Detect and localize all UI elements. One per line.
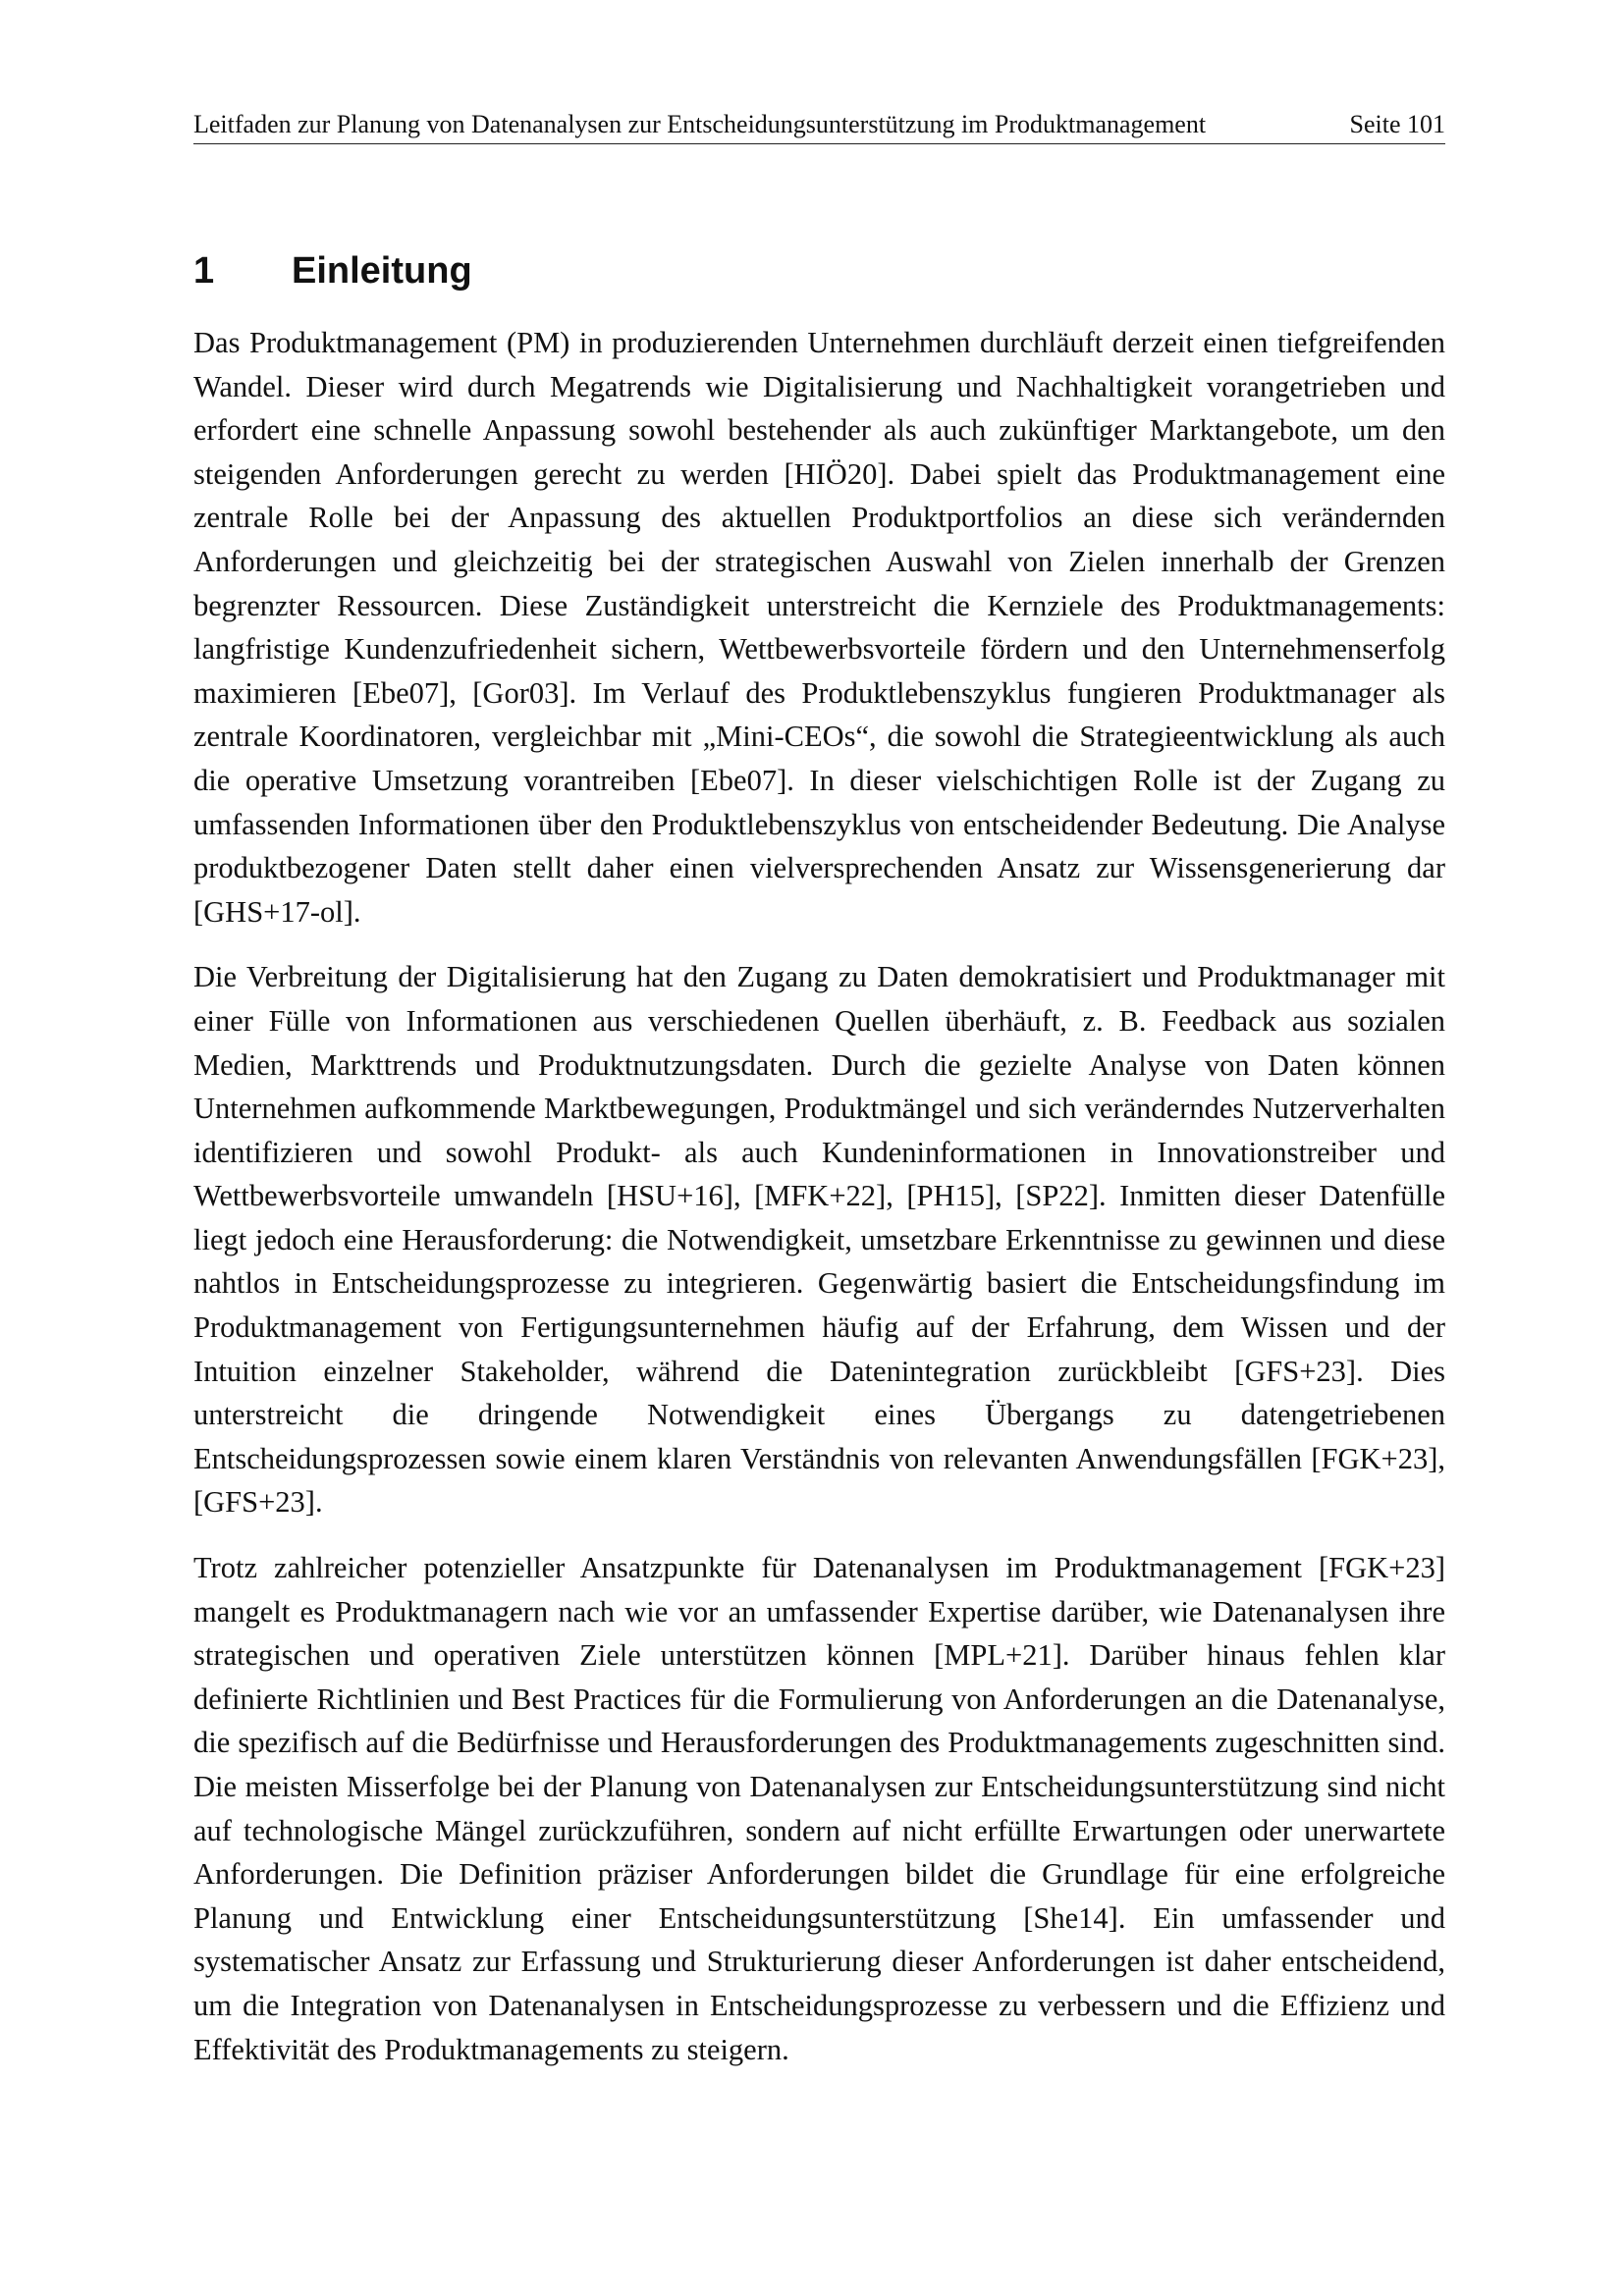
- section-title: Einleitung: [292, 250, 472, 292]
- running-title: Leitfaden zur Planung von Datenanalysen zur Entscheidungsunterstützung im Produktmanagement: [193, 110, 1207, 138]
- body-text: [193, 321, 1445, 2093]
- page-number: Seite 101: [1349, 110, 1445, 138]
- paragraph-2: Die Verbreitung der Digitalisierung hat den Zugang zu Daten demokratisiert und Produktmanager mit einer Fülle von Informationen aus verschiedenen Quellen überhäuft, z. B. Feedback aus sozialen Medien, Markttrends und Produktnutzungsdaten. Durch die gezielte Analyse von Daten können Unternehmen aufkommende Marktbewegungen, Produktmängel und sich veränderndes Nutzerverhalten identifizieren und sowohl Produkt- als auch Kundeninformationen in Innovationstreiber und Wettbewerbsvorteile umwandeln [HSU+16], [MFK+22], [PH15], [SP22]. Inmitten dieser Datenfülle liegt jedoch eine Herausforderung: die Notwendigkeit, umsetzbare Erkenntnisse zu gewinnen und diese nahtlos in Entscheidungsprozesse zu integrieren. Gegenwärtig basiert die Entscheidungsfindung im Produktmanagement von Fertigungsunternehmen häufig auf der Erfahrung, dem Wissen und der Intuition einzelner Stakeholder, während die Datenintegration zurückbleibt [GFS+23]. Dies unterstreicht die dringende Notwendigkeit eines Übergangs zu datengetriebenen Entscheidungsprozessen sowie einem klaren Verständnis von relevanten Anwendungsfällen [FGK+23], [GFS+23].: [193, 960, 1445, 1520]
- section-heading: [193, 247, 472, 294]
- page-header: [193, 110, 1445, 144]
- paragraph-3: Trotz zahlreicher potenzieller Ansatzpunkte für Datenanalysen im Produktmanagement [FGK+23] mangelt es Produktmanagern nach wie vor an umfassender Expertise darüber, wie Datenanalysen ihre strategischen und operativen Ziele unterstützen können [MPL+21]. Darüber hinaus fehlen klar definierte Richtlinien und Best Practices für die Formulierung von Anforderungen an die Datenanalyse, die spezifisch auf die Bedürfnisse und Herausforderungen des Produktmanagements zugeschnitten sind. Die meisten Misserfolge bei der Planung von Datenanalysen zur Entscheidungsunterstützung sind nicht auf technologische Mängel zurückzuführen, sondern auf nicht erfüllte Erwartungen oder unerwartete Anforderungen. Die Definition präziser Anforderungen bildet die Grundlage für eine erfolgreiche Planung und Entwicklung einer Entscheidungsunterstützung [She14]. Ein umfassender und systematischer Ansatz zur Erfassung und Strukturierung dieser Anforderungen ist daher entscheidend, um die Integration von Datenanalysen in Entscheidungsprozesse zu verbessern und die Effizienz und Effektivität des Produktmanagements zu steigern.: [193, 1551, 1445, 2066]
- section-number: 1: [193, 250, 215, 292]
- paragraph-1: Das Produktmanagement (PM) in produzierenden Unternehmen durchläuft derzeit einen tiefgreifenden Wandel. Dieser wird durch Megatrends wie Digitalisierung und Nachhaltigkeit vorangetrieben und erfordert eine schnelle Anpassung sowohl bestehender als auch zukünftiger Marktangebote, um den steigenden Anforderungen gerecht zu werden [HIÖ20]. Dabei spielt das Produktmanagement eine zentrale Rolle bei der Anpassung des aktuellen Produktportfolios an diese sich verändernden Anforderungen und gleichzeitig bei der strategischen Auswahl von Zielen innerhalb der Grenzen begrenzter Ressourcen. Diese Zuständigkeit unterstreicht die Kernziele des Produktmanagements: langfristige Kundenzufriedenheit sichern, Wettbewerbsvorteile fördern und den Unternehmenserfolg maximieren [Ebe07], [Gor03]. Im Verlauf des Produktlebenszyklus fungieren Produktmanager als zentrale Koordinatoren, vergleichbar mit „Mini-CEOs“, die sowohl die Strategieentwicklung als auch die operative Umsetzung vorantreiben [Ebe07]. In dieser vielschichtigen Rolle ist der Zugang zu umfassenden Informationen über den Produktlebenszyklus von entscheidender Bedeutung. Die Analyse produktbezogener Daten stellt daher einen vielversprechenden Ansatz zur Wissensgenerierung dar [GHS+17-ol].: [193, 326, 1445, 929]
